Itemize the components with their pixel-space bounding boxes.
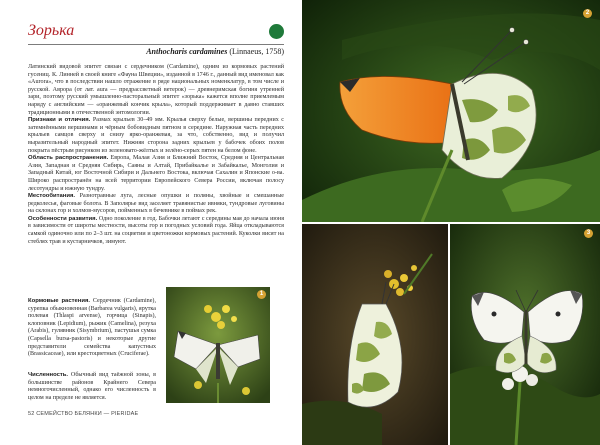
section-text: Одно поколение в год. Бабочки летают с середины мая до начала июня в зависимости от широты местности, высоты гор и погодных условий года. Яйца откладываются самкой одиночно или по 2–3 шт. на соцветии и цветоножки кормовых растений. Куколки висят на стеблях трав и кустарничков, зимуют. [28, 215, 284, 245]
page-title: Зорька [28, 22, 75, 39]
section-text: Обычный вид таёжной зоны, в большинстве районов Крайнего Севера немногочисленный, однако его численность в целом на пределе не является. [28, 372, 156, 401]
photo-female-butterfly [450, 224, 600, 445]
section-habitat [28, 193, 284, 216]
section-head: Признаки и отличия. [28, 117, 91, 124]
species-author: (Linnaeus, 1758) [229, 47, 284, 56]
photo-number-badge: 2 [583, 9, 592, 18]
photo-male-butterfly [302, 0, 600, 222]
intro-paragraph: Латинский видовой эпитет связан с сердечником (Cardamine), одним из кормовых растений гусениц. К. Линней в своей книге «Фауна Швеции», изданной в 1746 г., данный вид именовал как «Аurоrа», что в последствии нашло отражение в ряде национальных номенклатур, в том числе и русской. Аврора (от лат. aura — предрассветный ветерок) — древнеримская богиня утренней зари, поэтому русский умышленно-пасторальный эпитет «зорька» кажется вполне приемлемым наряду с английским — «оранжевый кончик крыла», который поддерживает в давно ставших традиционными в отечественной энтомологии. [28, 64, 284, 116]
section-text: Сердечник (Cardamine), сурепка обыкновенная (Barbarea vulgaris), ярутка полевая (Thlaspi arvense), горчица (Sinapis), клоповник (Lepidium), рыжик (Camelina), резуха (Arabis), гулявник (Sisymbrium), пастушья сумка (Capsella bursa-pastoris) и некоторые другие представители семейства капустных (Brassicaceae), или крестоцветных (Cruciferae). [28, 298, 156, 358]
title-row [28, 22, 284, 44]
page-footer: 52 СЕМЕЙСТВО БЕЛЯНКИ — PIERIDAE [28, 411, 139, 417]
article-body [28, 64, 284, 246]
section-head: Местообитания. [28, 193, 76, 200]
photo-number-badge: 1 [257, 290, 266, 299]
title-rule [28, 44, 284, 45]
photo-number-badge: 3 [584, 229, 593, 238]
section-text: Разнотравные луга, лесные опушки и поляны, хвойные и смешанные редколесья, фаговые болота. В Заполярье вид заселяет травянистые ивняки, тундровые луговины на склонах гор и холмов-мусоров, пойменных в бечевнике в поймах рек. [28, 193, 284, 215]
species-name [146, 47, 284, 56]
abundance [28, 372, 156, 402]
section-head: Численность. [28, 372, 69, 378]
inset-photo-butterfly-on-flowers [166, 287, 270, 403]
section-features [28, 117, 284, 155]
right-page [302, 0, 600, 445]
section-range [28, 155, 284, 193]
section-head: Область распространения. [28, 155, 109, 162]
section-development [28, 216, 284, 246]
section-marker-dot [269, 24, 284, 39]
section-text: Размах крыльев 30–49 мм. Крылья сверху белые, вершины передних с затемнёнными вершинами и чёрным бобовидным пятном в середине. Наружная часть передних крыльев самцов сверху и снизу ярко-оранжевая, за что, собственно, вид и получил выразительный народный эпитет. Нижняя сторона задних крыльев у бабочек обоих полов покрыта пёстрым рисунком из зеленовато-жёлтых и зелёно-серых пятен на белом фоне. [28, 117, 285, 154]
section-head: Кормовые растения. [28, 298, 91, 304]
species-latin: Anthocharis cardamines [146, 47, 228, 56]
photo-butterfly-underside [302, 224, 448, 445]
section-text: Европа, Малая Азия и Ближний Восток, Средняя и Центральная Азия, Западная и Средняя Сибирь, Саяны и Алтай, Прибайкалье и Забайкалье, Монголия и Западный Китай, юг Восточной Сибири и Дальнего Востока, включая Сахалин и Японские о-ва. Широко распространён на всей территории Европейского Севера России, включая полосу лесотундры и южную тундру. [28, 155, 284, 192]
food-plants [28, 298, 156, 359]
section-head: Особенности развития. [28, 215, 98, 222]
